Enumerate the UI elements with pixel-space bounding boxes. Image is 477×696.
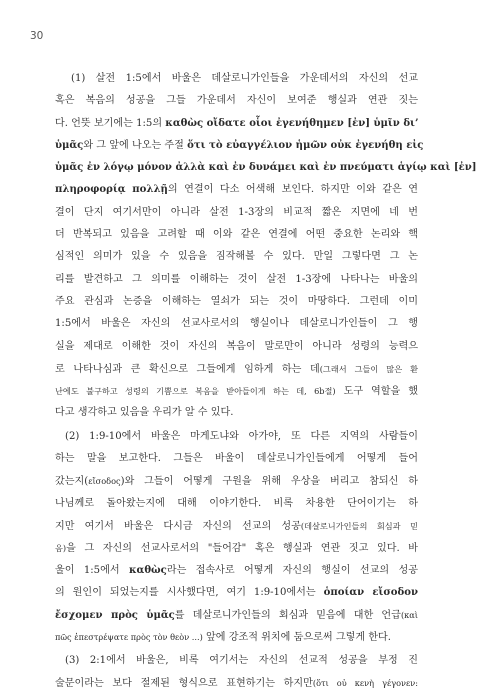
text-line	[55, 313, 418, 335]
text-span: (1) 살전 1:5에서 바울은 데살로니가인들을 가운데서의 자신의 선교	[71, 73, 418, 84]
greek-text: ἔσχομεν πρὸς ὑμᾶς	[55, 610, 175, 622]
text-span: 의 연결이 다소 어색해 보인다. 하지만 이와 같은 연	[167, 184, 418, 196]
text-line	[55, 157, 477, 179]
small-text: 난에도 불구하고 성령의 기쁨으로 복음을 받아들이게 하는 데, 6b절)	[55, 386, 336, 397]
text-line	[55, 560, 418, 582]
text-span: 라는 접속사로 어떻게 자신의 행실이 선교의 성공	[166, 564, 418, 576]
text-span: 앞에 강조적 위치에 둠으로써 그렇게 한다.	[202, 632, 392, 644]
text-line	[55, 202, 418, 224]
small-text: (데살로니가인들의 회심과 믿	[300, 520, 418, 531]
text-span: 더 반복되고 있음을 고려할 때 이와 같은 연결에 어떤 중요한 논리와 핵	[55, 229, 418, 241]
small-text: (ὅτι οὐ κενὴ γέγονεν:	[312, 678, 418, 689]
text-line	[55, 448, 418, 470]
text-span: (2) 1:9-10에서 바울은 마게도냐와 아가야, 또 다른 지역의 사람들이	[65, 430, 418, 442]
text-line	[55, 291, 418, 313]
text-span: )와 그들이 어떻게 구원을 위해 우상을 버리고 참되신 하	[120, 476, 418, 488]
text-span: 실을 제대로 이해한 것이 자신의 복음이 말로만이 아니라 성령의 능력으	[55, 340, 418, 352]
text-line	[55, 426, 418, 448]
text-line	[55, 179, 418, 201]
text-line	[55, 582, 418, 604]
text-span: 울이 1:5에서	[55, 564, 129, 576]
text-span: 혹은 복음의 성공을 그들 가운데서 자신이 보여준 행실과 연관 짓는	[55, 95, 418, 107]
text-span: 를 데살로니가인들의 회심과 믿음에 대한 언급	[174, 610, 401, 622]
text-line	[55, 246, 418, 268]
text-span: (3) 2:1에서 바울은, 비록 여기서는 자신의 선교적 성공을 부정 진	[65, 654, 418, 666]
text-line	[55, 68, 418, 90]
text-span: 을 그 자신의 선교사로서의 "들어감" 혹은 행실과 연관 짓고 있다. 바	[66, 543, 418, 555]
text-span: 의 원인이 되었는지를 시사했다면, 여기 1:9-10에서는	[55, 586, 324, 598]
text-line	[55, 336, 418, 358]
text-span: 로 나타나심과 큰 확신으로 그들에게 임하게 하는 데	[55, 363, 320, 375]
text-line	[55, 604, 418, 626]
text-span: 지만 여기서 바울은 다시금 자신의 선교의 성공	[55, 520, 301, 532]
small-text: πῶς ἐπεστρέψατε πρὸς τὸν θεὸν ...)	[55, 632, 203, 643]
text-line	[55, 402, 418, 424]
text-span: 심적인 의미가 있을 수 있음을 짐작해볼 수 있다. 만일 그렇다면 그 논	[55, 251, 418, 263]
body-text	[55, 68, 477, 695]
text-span: 결이 단지 여기서만이 아니라 살전 1-3장의 비교적 짧은 지면에 네 번	[55, 206, 418, 218]
text-line	[55, 626, 418, 648]
text-line	[55, 90, 418, 112]
text-span: 주요 관심과 논증을 이해하는 열쇠가 되는 것이 마땅하다. 그런데 이미	[55, 295, 418, 307]
greek-text: ὁποίαν εἴσοδον	[323, 586, 419, 598]
greek-text: καθὼς οἴδατε οἷοι ἐγενήθημεν [ἐν] ὑμῖν δι’	[165, 117, 419, 129]
greek-text: ὑμᾶς ἐν λόγῳ μόνον ἀλλὰ καὶ ἐν δυνάμει καὶ ἐν πνεύματι ἁγίῳ καὶ [ἐν]	[55, 162, 477, 174]
text-span: 다. 언뜻 보기에는 1:5의	[55, 117, 166, 129]
text-line	[55, 672, 418, 694]
text-line	[55, 224, 418, 246]
text-span: 와 그 앞에 나오는 주절	[83, 139, 188, 151]
text-span: 다고 생각하고 있음을 우리가 알 수 있다.	[55, 407, 234, 419]
text-span: 하는 말을 보고한다. 그들은 바울이 데살로니가인들에게 어떻게 들어	[55, 453, 418, 465]
paragraph	[55, 650, 418, 695]
text-span: 나님께로 돌아왔는지에 대해 이야기한다. 비록 차용한 단어이기는 하	[55, 497, 418, 509]
small-text: εἴσοδος	[88, 476, 121, 487]
greek-text: ὅτι τὸ εὐαγγέλιον ἡμῶν οὐκ ἐγενήθη εἰς	[187, 139, 424, 151]
text-line	[55, 113, 418, 135]
small-text: 음)	[55, 543, 67, 554]
text-span: 1:5에서 바울은 자신의 선교사로서의 행실이나 데살로니가인들이 그 행	[55, 318, 418, 330]
greek-text: πληροφορίᾳ πολλῇ	[55, 184, 168, 196]
text-span: 갔는지(	[55, 476, 89, 488]
text-line	[55, 269, 418, 291]
text-line	[55, 650, 418, 672]
text-line	[55, 470, 418, 492]
text-span: 도구 역할을 했	[335, 386, 418, 398]
text-span: 리를 발견하고 그 의미를 이해하는 것이 살전 1-3장에 나타나는 바울의	[55, 273, 418, 285]
small-text: (καὶ	[400, 610, 418, 621]
page-number: 30	[30, 30, 44, 42]
text-line	[55, 358, 418, 380]
text-line	[55, 515, 418, 537]
paragraph	[55, 426, 418, 649]
greek-text: καθὼς	[128, 564, 167, 576]
text-line	[55, 537, 418, 559]
text-span: 술문이라는 보다 절제된 형식으로 표현하기는 하지만	[55, 678, 313, 690]
text-line	[55, 135, 424, 157]
text-line	[55, 493, 418, 515]
text-line	[55, 380, 418, 402]
paragraph	[55, 68, 477, 425]
small-text: (그래서 그들이 많은 환	[319, 363, 418, 374]
greek-text: ὑμᾶς	[55, 139, 84, 151]
